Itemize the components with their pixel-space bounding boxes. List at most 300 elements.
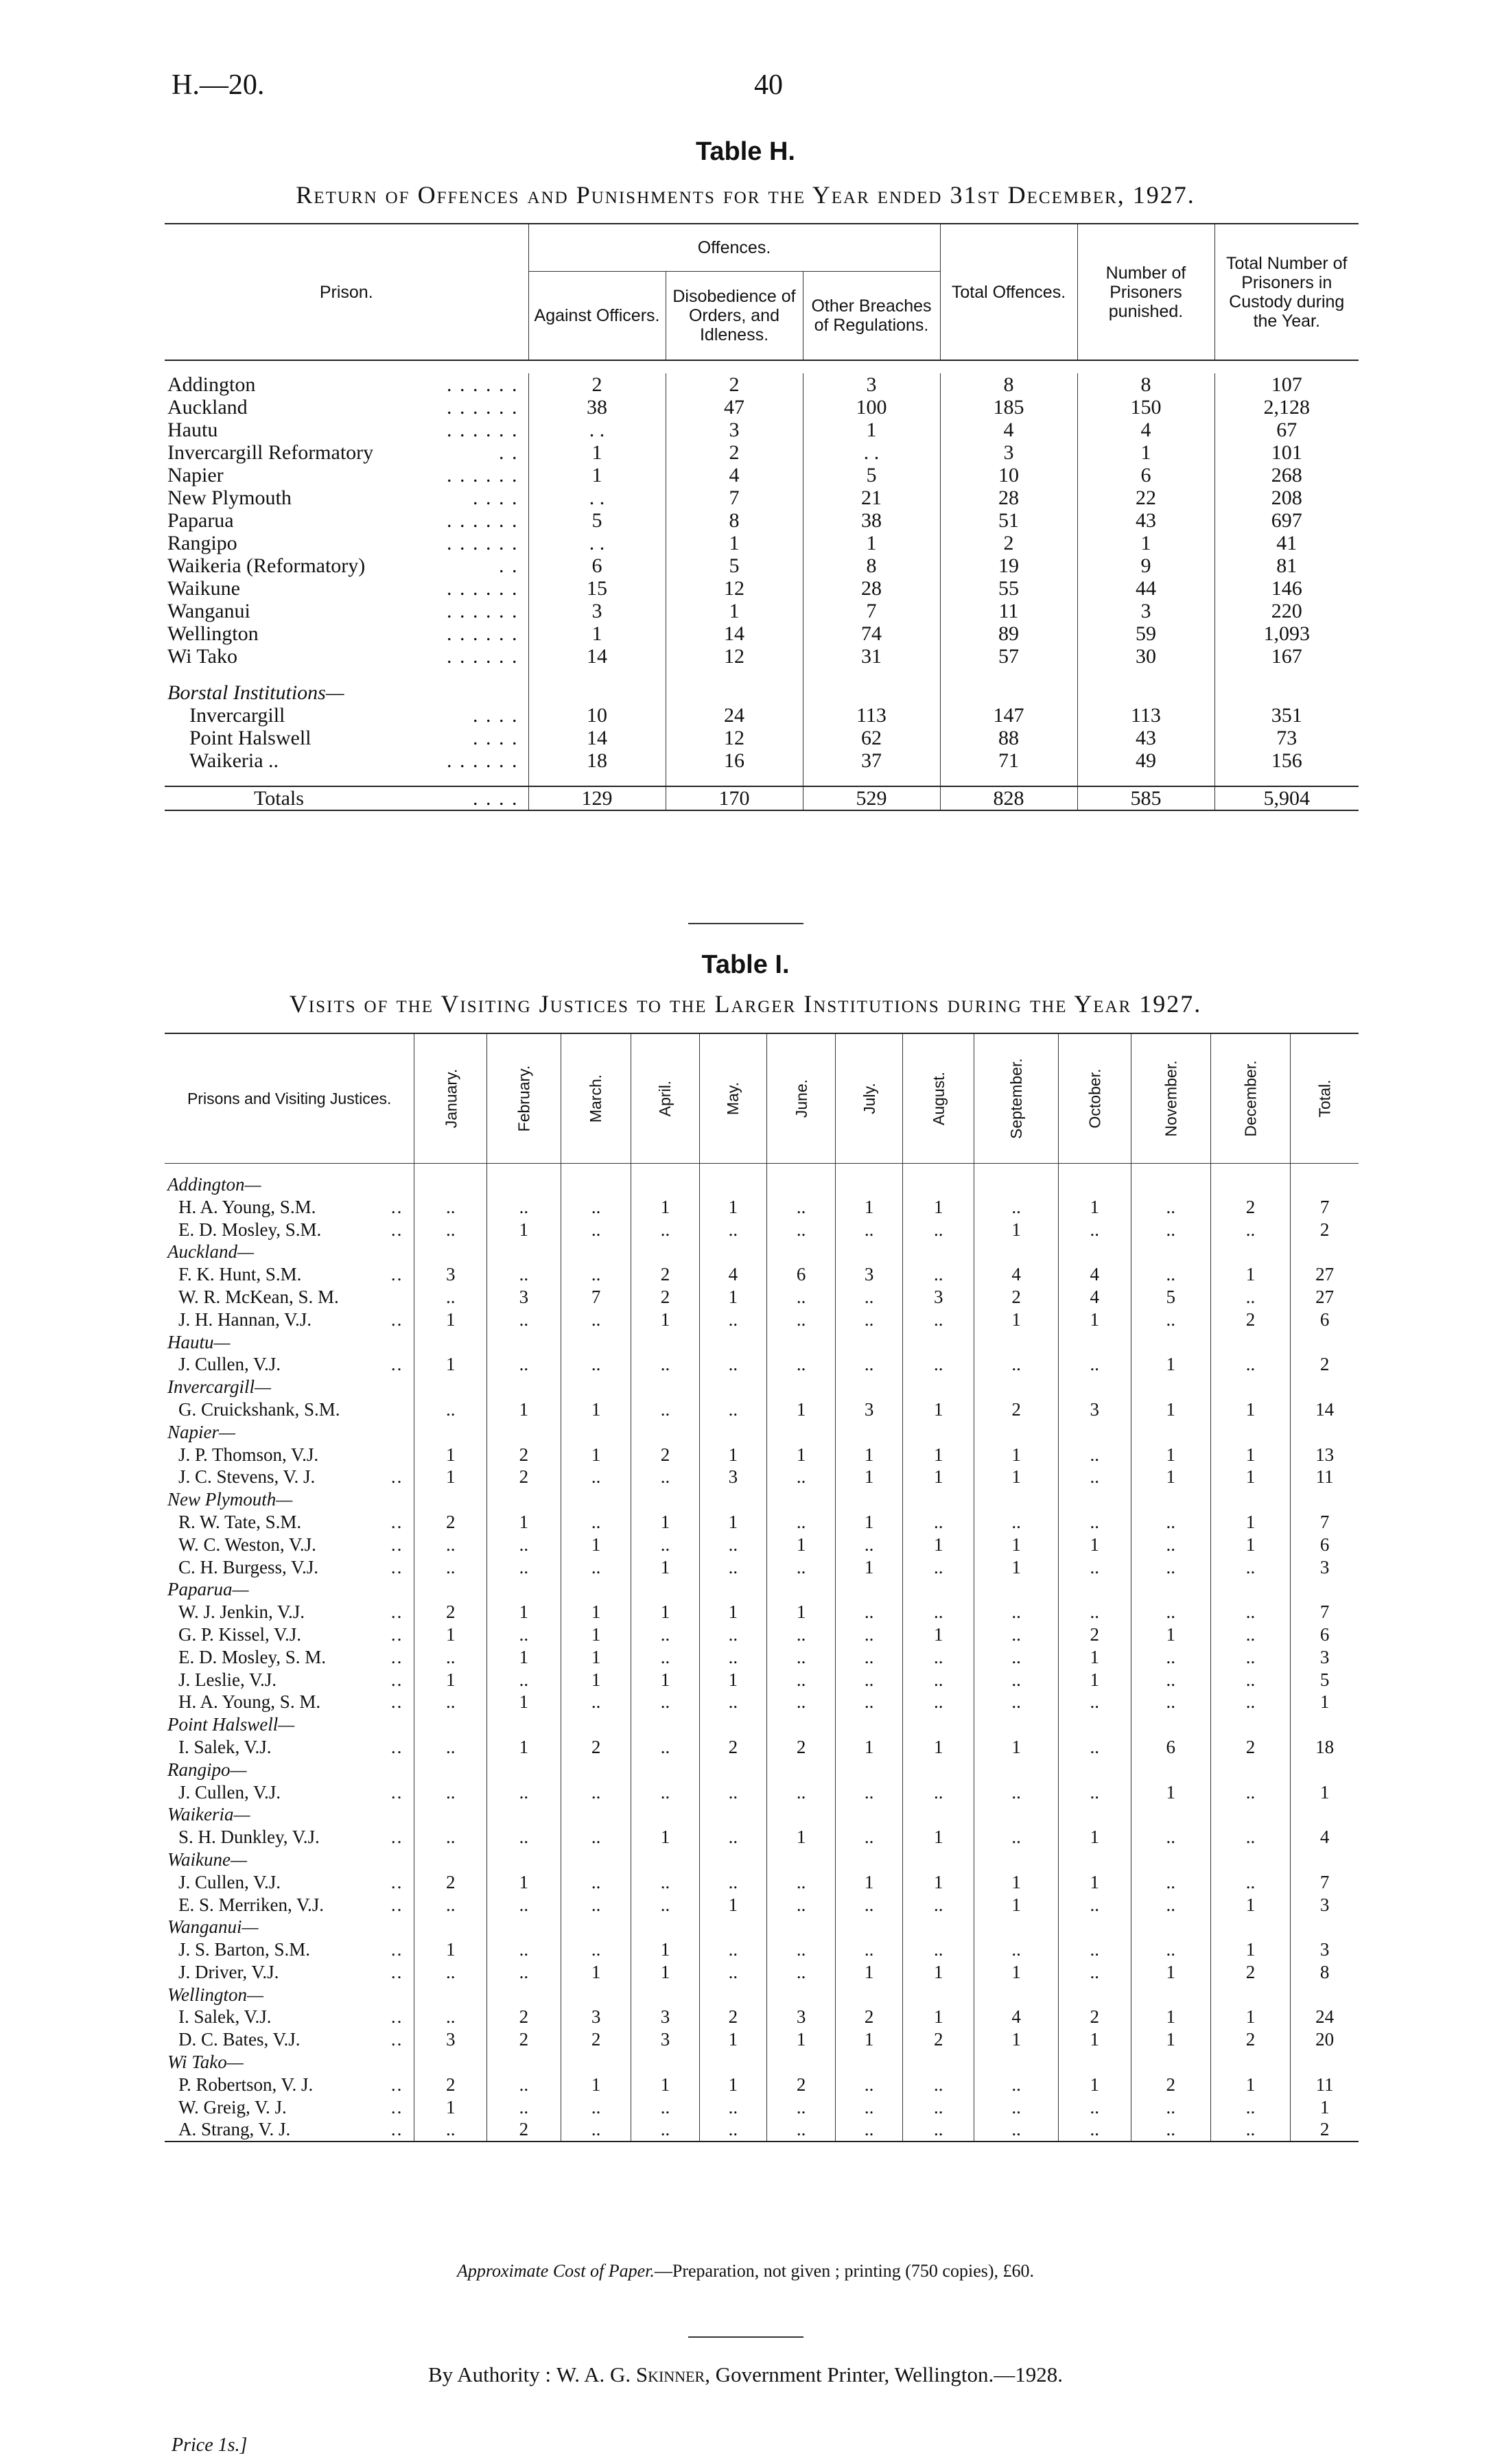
leader-dots: .. [390, 1827, 403, 1848]
disob-cell: 12 [666, 645, 803, 668]
justice-name: A. Strang, V. J. [178, 2119, 291, 2140]
empty-cell [699, 1578, 766, 1601]
spacer-cell [561, 1164, 631, 1174]
month-count: 1 [561, 1669, 631, 1691]
month-count: 1 [1058, 1669, 1131, 1691]
th-month [1210, 1033, 1290, 1164]
month-count: 1 [561, 1646, 631, 1669]
justice-name: E. S. Merriken, V.J. [178, 1894, 325, 1915]
month-count: 4 [699, 1263, 766, 1286]
total-count: 7 [1291, 1511, 1359, 1534]
month-count: .. [1058, 1938, 1131, 1961]
empty-cell [487, 1849, 561, 1871]
month-count: 1 [631, 1669, 699, 1691]
prison-name: Invercargill Reformatory [167, 441, 374, 464]
empty-cell [699, 1713, 766, 1736]
empty-cell [1131, 1488, 1210, 1511]
empty-cell [1058, 1916, 1131, 1938]
month-count: 2 [836, 2006, 903, 2028]
empty-cell [974, 1488, 1059, 1511]
month-count: 1 [631, 1601, 699, 1623]
month-count: .. [561, 2118, 631, 2142]
prison-name: New Plymouth [167, 486, 292, 509]
leader-dots: .. [390, 2006, 403, 2028]
empty-cell [699, 1331, 766, 1354]
spacer-cell [1291, 1164, 1359, 1174]
month-count: .. [974, 1196, 1059, 1219]
month-count: 1 [903, 1623, 974, 1646]
justice-cell [165, 1623, 414, 1646]
month-count: .. [487, 2096, 561, 2119]
month-count: 1 [561, 1623, 631, 1646]
month-count: 1 [631, 1938, 699, 1961]
month-count: 1 [699, 1444, 766, 1466]
month-count: .. [767, 1353, 836, 1376]
spacer-cell [487, 1164, 561, 1174]
month-count: 7 [561, 1286, 631, 1309]
total-cell: 57 [940, 645, 1077, 668]
month-count: 1 [699, 2074, 766, 2096]
punished-cell: 4 [1077, 419, 1214, 441]
empty-cell [561, 1984, 631, 2006]
month-count: .. [561, 1353, 631, 1376]
total-count: 18 [1291, 1736, 1359, 1759]
other-cell: 74 [803, 622, 940, 645]
month-count: 3 [699, 1466, 766, 1488]
empty-cell [631, 1376, 699, 1398]
empty-cell [1131, 1849, 1210, 1871]
justice-name: J. Cullen, V.J. [178, 1354, 281, 1375]
month-count: .. [414, 1691, 487, 1713]
month-count: 1 [487, 1398, 561, 1421]
group-label: Addington— [167, 1174, 261, 1195]
month-count: 1 [1058, 1871, 1131, 1894]
justice-name: W. R. McKean, S. M. [178, 1286, 339, 1307]
month-count: .. [561, 1826, 631, 1849]
month-count: .. [903, 1691, 974, 1713]
empty-cell [631, 1713, 699, 1736]
month-count: .. [1058, 1466, 1131, 1488]
punished-cell: 59 [1077, 622, 1214, 645]
prison-cell [165, 373, 528, 396]
total-count: 3 [1291, 1646, 1359, 1669]
month-count: 2 [767, 1736, 836, 1759]
custody-cell: 67 [1214, 419, 1359, 441]
justice-row [165, 1286, 1359, 1309]
month-count: 2 [699, 1736, 766, 1759]
month-count: 1 [903, 1961, 974, 1984]
month-count: .. [561, 1511, 631, 1534]
total-cell: 51 [940, 509, 1077, 532]
month-count: 1 [631, 1511, 699, 1534]
disob-cell: 1 [666, 600, 803, 622]
month-count: 1 [974, 1736, 1059, 1759]
month-count: .. [767, 1871, 836, 1894]
justice-name: S. H. Dunkley, V.J. [178, 1827, 320, 1848]
empty-cell [1210, 1984, 1290, 2006]
leader-dots: .. [390, 2029, 403, 2050]
month-count: 1 [903, 1736, 974, 1759]
month-count: .. [1210, 1826, 1290, 1849]
month-count: .. [1131, 1646, 1210, 1669]
month-count: .. [767, 1466, 836, 1488]
month-count: .. [903, 2096, 974, 2119]
month-count: .. [561, 1781, 631, 1804]
empty-cell [1291, 1421, 1359, 1444]
empty-cell [699, 1241, 766, 1263]
month-count: .. [1058, 2096, 1131, 2119]
totals-row [165, 786, 1359, 810]
th-against-officers: Against Officers. [528, 272, 666, 361]
empty-cell [1058, 1488, 1131, 1511]
month-count: .. [974, 2074, 1059, 2096]
month-count: .. [631, 1691, 699, 1713]
empty-cell [414, 1578, 487, 1601]
justice-cell [165, 1219, 414, 1241]
month-count: 2 [487, 1444, 561, 1466]
month-count: .. [767, 1938, 836, 1961]
empty-cell [414, 1713, 487, 1736]
total-count: 6 [1291, 1623, 1359, 1646]
empty-cell [699, 1803, 766, 1826]
group-heading-row [165, 1713, 1359, 1736]
month-count: 2 [561, 2028, 631, 2051]
month-count: .. [699, 1691, 766, 1713]
justice-row [165, 1196, 1359, 1219]
empty-cell [836, 1984, 903, 2006]
empty-cell [836, 1421, 903, 1444]
prison-name: Point Halswell [189, 727, 312, 749]
month-count: .. [836, 1353, 903, 1376]
justice-name: W. C. Weston, V.J. [178, 1534, 316, 1555]
month-count: 1 [1058, 2028, 1131, 2051]
empty-cell [1214, 681, 1359, 704]
total-count: 4 [1291, 1826, 1359, 1849]
empty-cell [767, 1759, 836, 1781]
empty-cell [1058, 1984, 1131, 2006]
month-count: .. [767, 1286, 836, 1309]
month-count: .. [903, 1353, 974, 1376]
empty-cell [1210, 1376, 1290, 1398]
month-count: .. [903, 1894, 974, 1916]
group-heading-row [165, 1578, 1359, 1601]
th-month [561, 1033, 631, 1164]
month-count: .. [1131, 1826, 1210, 1849]
group-label: Wanganui— [167, 1916, 259, 1938]
month-count: 1 [487, 1601, 561, 1623]
justice-row [165, 1511, 1359, 1534]
empty-cell [1131, 1376, 1210, 1398]
empty-cell [903, 1488, 974, 1511]
month-label: September. [1007, 1058, 1026, 1139]
empty-cell [487, 1759, 561, 1781]
totals-label: Totals [254, 787, 304, 810]
empty-cell [1058, 1241, 1131, 1263]
month-count: .. [1210, 1781, 1290, 1804]
month-count: 1 [903, 1826, 974, 1849]
month-count: .. [903, 1601, 974, 1623]
month-count: 1 [1058, 2074, 1131, 2096]
total-count: 20 [1291, 2028, 1359, 2051]
month-count: 2 [631, 1444, 699, 1466]
empty-cell [767, 1916, 836, 1938]
month-count: .. [1131, 1556, 1210, 1579]
month-count: 4 [1058, 1286, 1131, 1309]
month-count: 1 [1210, 1444, 1290, 1466]
empty-cell [1210, 2051, 1290, 2074]
month-count: 2 [414, 1871, 487, 1894]
month-count: .. [836, 2096, 903, 2119]
month-count: .. [836, 1219, 903, 1241]
empty-cell [1131, 1759, 1210, 1781]
leader-dots: .. [390, 1196, 403, 1217]
month-count: 1 [699, 1601, 766, 1623]
justice-name: H. A. Young, S. M. [178, 1691, 321, 1713]
month-count: .. [1131, 1601, 1210, 1623]
empty-cell [1210, 1241, 1290, 1263]
punished-cell: 49 [1077, 749, 1214, 772]
month-count: 1 [974, 1961, 1059, 1984]
empty-cell [487, 1173, 561, 1196]
borstal-heading-row [165, 681, 1359, 704]
month-count: .. [561, 1938, 631, 1961]
month-count: 6 [767, 1263, 836, 1286]
custody-cell: 81 [1214, 554, 1359, 577]
group-heading-row [165, 1984, 1359, 2006]
empty-cell [1291, 1173, 1359, 1196]
month-count: .. [1131, 1534, 1210, 1556]
empty-cell [1291, 1984, 1359, 2006]
month-count: .. [903, 1669, 974, 1691]
empty-cell [561, 2051, 631, 2074]
custody-cell: 268 [1214, 464, 1359, 486]
month-count: .. [974, 1691, 1059, 1713]
empty-cell [1131, 1984, 1210, 2006]
total-cell: 2 [940, 532, 1077, 554]
empty-cell [487, 1803, 561, 1826]
month-count: 1 [974, 1871, 1059, 1894]
disob-cell: 170 [666, 786, 803, 810]
other-cell: 31 [803, 645, 940, 668]
total-count: 7 [1291, 1601, 1359, 1623]
month-count: 1 [561, 2074, 631, 2096]
month-count: .. [631, 1781, 699, 1804]
leader-dots: . . . . . . [447, 532, 519, 554]
month-label: March. [587, 1074, 605, 1123]
month-count: .. [974, 1669, 1059, 1691]
empty-cell [903, 1713, 974, 1736]
month-label: Total. [1315, 1079, 1334, 1118]
table-row [165, 532, 1359, 554]
justice-row [165, 1826, 1359, 1849]
justice-cell [165, 1196, 414, 1219]
table-row [165, 577, 1359, 600]
month-count: 2 [487, 1466, 561, 1488]
month-count: 1 [487, 1691, 561, 1713]
month-count: 1 [1058, 1534, 1131, 1556]
justice-name: J. Cullen, V.J. [178, 1871, 281, 1892]
month-count: .. [836, 1894, 903, 1916]
month-count: .. [487, 1894, 561, 1916]
justice-row [165, 1646, 1359, 1669]
justice-row [165, 1556, 1359, 1579]
month-count: 1 [974, 1444, 1059, 1466]
total-cell: 89 [940, 622, 1077, 645]
group-label: Paparua— [167, 1579, 249, 1600]
leader-dots: . . [499, 554, 519, 577]
leader-dots: .. [390, 2119, 403, 2140]
month-count: .. [414, 1286, 487, 1309]
justice-cell [165, 1826, 414, 1849]
against-cell: . . [528, 419, 666, 441]
justice-cell [165, 1781, 414, 1804]
leader-dots: .. [390, 1736, 403, 1757]
empty-cell [699, 1488, 766, 1511]
month-count: 1 [1058, 1646, 1131, 1669]
justice-name: J. C. Stevens, V. J. [178, 1466, 316, 1488]
month-count: .. [414, 2118, 487, 2142]
justice-cell [165, 1646, 414, 1669]
punished-cell: 30 [1077, 645, 1214, 668]
empty-cell [631, 1803, 699, 1826]
spacer-cell [836, 1164, 903, 1174]
month-count: 1 [903, 1398, 974, 1421]
group-heading-row [165, 1421, 1359, 1444]
table-row [165, 600, 1359, 622]
custody-cell: 156 [1214, 749, 1359, 772]
authority-suffix: , Government Printer, Wellington.—1928. [705, 2362, 1063, 2386]
total-count: 14 [1291, 1398, 1359, 1421]
empty-cell [1131, 1241, 1210, 1263]
other-cell: 8 [803, 554, 940, 577]
month-count: .. [487, 1961, 561, 1984]
empty-cell [631, 1759, 699, 1781]
leader-dots: . . . . [473, 787, 519, 810]
empty-cell [974, 1421, 1059, 1444]
spacer-cell [528, 772, 666, 786]
custody-cell: 208 [1214, 486, 1359, 509]
empty-cell [1131, 1803, 1210, 1826]
month-count: .. [414, 1196, 487, 1219]
month-count: 2 [631, 1263, 699, 1286]
total-count: 13 [1291, 1444, 1359, 1466]
prison-cell [165, 509, 528, 532]
disob-cell: 12 [666, 727, 803, 749]
month-count: 2 [487, 2028, 561, 2051]
month-count: .. [1210, 1353, 1290, 1376]
total-cell: 11 [940, 600, 1077, 622]
spacer-cell [631, 1164, 699, 1174]
other-cell: 62 [803, 727, 940, 749]
month-count: 1 [836, 1961, 903, 1984]
leader-dots: . . . . . . [447, 464, 519, 486]
against-cell: 38 [528, 396, 666, 419]
justice-row [165, 1444, 1359, 1466]
total-count: 5 [1291, 1669, 1359, 1691]
spacer-cell [940, 772, 1077, 786]
month-count: .. [767, 1623, 836, 1646]
month-count: .. [903, 1219, 974, 1241]
empty-cell [903, 1376, 974, 1398]
against-cell: 1 [528, 441, 666, 464]
prison-cell [165, 419, 528, 441]
group-heading-row [165, 1803, 1359, 1826]
month-count: 1 [1210, 1466, 1290, 1488]
justice-name: J. P. Thomson, V.J. [178, 1444, 319, 1465]
against-cell: 15 [528, 577, 666, 600]
empty-cell [1210, 1916, 1290, 1938]
empty-cell [903, 1578, 974, 1601]
prison-cell [165, 786, 528, 810]
month-count: .. [487, 1556, 561, 1579]
punished-cell: 22 [1077, 486, 1214, 509]
month-count: 1 [487, 1219, 561, 1241]
month-count: 1 [414, 1938, 487, 1961]
month-count: .. [561, 1466, 631, 1488]
punished-cell: 150 [1077, 396, 1214, 419]
empty-cell [414, 1849, 487, 1871]
empty-cell [561, 1331, 631, 1354]
month-count: 1 [974, 1534, 1059, 1556]
month-count: .. [561, 1309, 631, 1331]
document-code: H.—20. [172, 69, 265, 101]
against-cell: 1 [528, 622, 666, 645]
leader-dots: .. [390, 1556, 403, 1577]
empty-cell [1291, 1331, 1359, 1354]
month-count: .. [1210, 1601, 1290, 1623]
month-count: 3 [903, 1286, 974, 1309]
month-count: 1 [836, 1736, 903, 1759]
justice-cell [165, 1736, 414, 1759]
justice-name: J. Driver, V.J. [178, 1961, 279, 1982]
spacer-cell [803, 772, 940, 786]
empty-cell [767, 1713, 836, 1736]
leader-dots: . . . . . . [447, 577, 519, 600]
prison-name: Waikeria (Reformatory) [167, 554, 366, 577]
empty-cell [767, 1173, 836, 1196]
total-cell: 828 [940, 786, 1077, 810]
month-label: May. [724, 1081, 742, 1116]
empty-cell [561, 1849, 631, 1871]
justice-row [165, 2096, 1359, 2119]
th-month [414, 1033, 487, 1164]
empty-cell [699, 1421, 766, 1444]
month-count: .. [1210, 2096, 1290, 2119]
month-count: .. [767, 1646, 836, 1669]
th-month [1058, 1033, 1131, 1164]
month-count: 3 [414, 2028, 487, 2051]
total-count: 24 [1291, 2006, 1359, 2028]
month-count: .. [836, 2118, 903, 2142]
justice-name: C. H. Burgess, V.J. [178, 1556, 319, 1577]
prison-name: Auckland [167, 396, 248, 419]
month-count: .. [699, 2096, 766, 2119]
prison-cell [165, 727, 528, 749]
month-count: 2 [974, 1398, 1059, 1421]
month-count: .. [414, 1556, 487, 1579]
empty-cell [1210, 1421, 1290, 1444]
month-count: .. [1058, 1736, 1131, 1759]
group-label: New Plymouth— [167, 1489, 293, 1510]
group-heading-row [165, 1376, 1359, 1398]
justice-row [165, 1309, 1359, 1331]
leader-dots: .. [390, 2096, 403, 2117]
month-count: 1 [767, 1444, 836, 1466]
cost-text: —Preparation, not given ; printing (750 copies), £60. [654, 2261, 1035, 2281]
against-cell: 14 [528, 645, 666, 668]
against-cell: 3 [528, 600, 666, 622]
justice-cell [165, 1871, 414, 1894]
